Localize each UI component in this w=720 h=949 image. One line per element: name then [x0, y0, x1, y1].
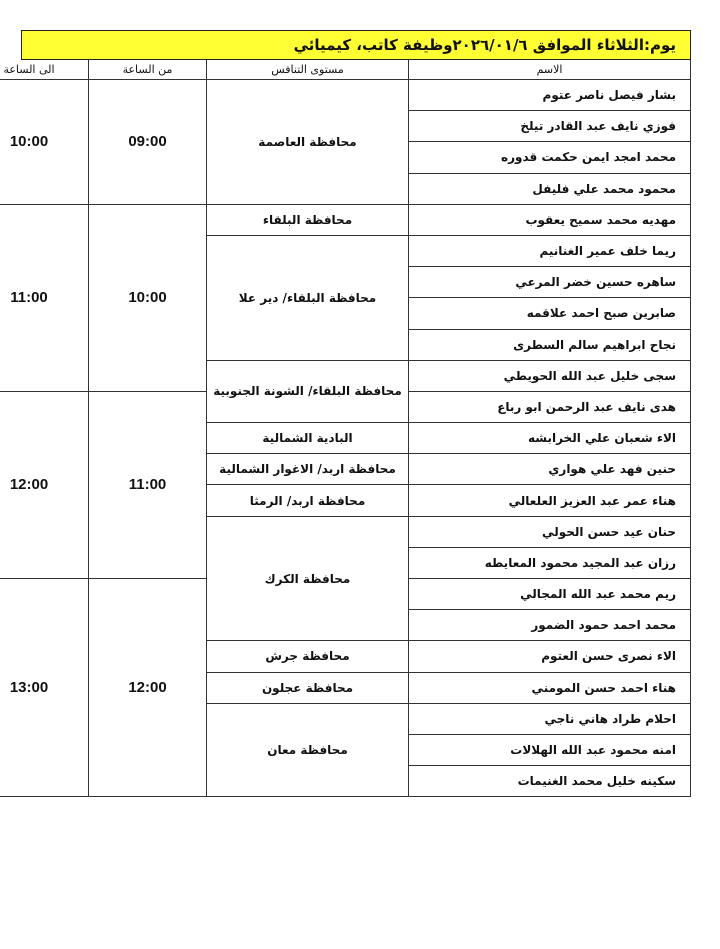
competition-level: محافظة الكرك	[207, 516, 409, 641]
applicant-name: امنه محمود عبد الله الهلالات	[409, 734, 691, 765]
to-time: 13:00	[0, 579, 89, 797]
competition-level: محافظة البلقاء/ الشونة الجنوبية	[207, 360, 409, 422]
from-time: 10:00	[89, 204, 207, 391]
competition-level: محافظة اربد/ الرمثا	[207, 485, 409, 516]
from-time: 11:00	[89, 391, 207, 578]
applicant-name: رزان عبد المجيد محمود المعايطه	[409, 547, 691, 578]
applicant-name: حنين فهد علي هواري	[409, 454, 691, 485]
competition-level: محافظة اربد/ الاغوار الشمالية	[207, 454, 409, 485]
applicant-name: نجاح ابراهيم سالم السطرى	[409, 329, 691, 360]
applicant-name: الاء شعبان علي الخرابشه	[409, 423, 691, 454]
applicant-name: ساهره حسين خضر المرعي	[409, 267, 691, 298]
applicant-name: صابرين صبح احمد علاقمه	[409, 298, 691, 329]
applicant-name: مهديه محمد سميح يعقوب	[409, 204, 691, 235]
applicant-name: احلام طراد هاني ناجي	[409, 703, 691, 734]
to-time: 11:00	[0, 204, 89, 391]
applicant-name: محمد احمد حمود الضمور	[409, 610, 691, 641]
competition-level: محافظة معان	[207, 703, 409, 797]
to-time: 12:00	[0, 391, 89, 578]
applicant-name: فوزي نايف عبد القادر تيلخ	[409, 111, 691, 142]
competition-level: محافظة البلقاء/ دير علا	[207, 235, 409, 360]
competition-level: محافظة العاصمة	[207, 80, 409, 205]
applicant-name: ريما خلف عمير الغنانيم	[409, 235, 691, 266]
competition-level: محافظة جرش	[207, 641, 409, 672]
table-row	[0, 80, 691, 111]
schedule-sheet	[3, 30, 691, 797]
applicant-name: حنان عيد حسن الحولي	[409, 516, 691, 547]
applicant-name: بشار فيصل ناصر عتوم	[409, 80, 691, 111]
applicant-name: سجى خليل عبد الله الحويطي	[409, 360, 691, 391]
applicant-name: هناء عمر عبد العزيز العلعالي	[409, 485, 691, 516]
applicant-name: الاء نصرى حسن العتوم	[409, 641, 691, 672]
applicant-name: هدى نايف عبد الرحمن ابو رباع	[409, 391, 691, 422]
header-from: من الساعة	[89, 60, 207, 80]
applicant-name: سكينه خليل محمد الغنيمات	[409, 766, 691, 797]
schedule-table	[0, 60, 691, 797]
from-time: 09:00	[89, 80, 207, 205]
page-title: يوم:الثلاثاء الموافق ٢٠٢٦/٠١/٦وظيفة كاتب، كيميائي	[21, 30, 691, 60]
header-row	[0, 60, 691, 80]
header-to: الى الساعة	[0, 60, 89, 80]
from-time: 12:00	[89, 579, 207, 797]
applicant-name: محمود محمد علي فليفل	[409, 173, 691, 204]
to-time: 10:00	[0, 80, 89, 205]
competition-level: البادية الشمالية	[207, 423, 409, 454]
table-row	[0, 204, 691, 235]
header-level: مستوى التنافس	[207, 60, 409, 80]
competition-level: محافظة البلقاء	[207, 204, 409, 235]
applicant-name: محمد امجد ايمن حكمت قدوره	[409, 142, 691, 173]
applicant-name: ريم محمد عبد الله المجالي	[409, 579, 691, 610]
header-name: الاسم	[409, 60, 691, 80]
competition-level: محافظة عجلون	[207, 672, 409, 703]
applicant-name: هناء احمد حسن المومني	[409, 672, 691, 703]
